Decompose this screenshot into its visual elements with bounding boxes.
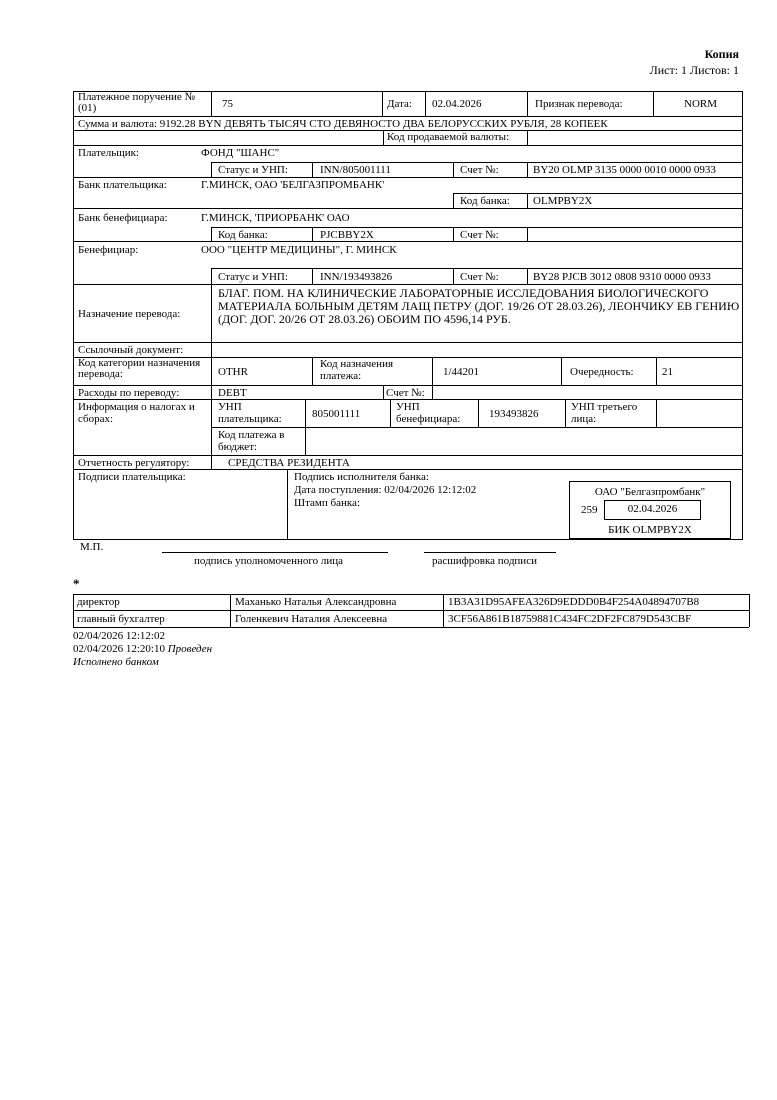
amount-line: Сумма и валюта: 9192.28 BYN ДЕВЯТЬ ТЫСЯЧ СТО ДЕВЯНОСТО ДВА БЕЛОРУССКИХ РУБЛЯ, 28 КОПЕЕК — [78, 118, 608, 130]
payer-bank-code-label: Код банка: — [460, 195, 510, 207]
signer-name: Голенкевич Наталия Алексеевна — [235, 613, 388, 625]
signers-table — [73, 594, 749, 628]
benef-unp: INN/193493826 — [320, 271, 393, 283]
order-title: Платежное поручение № (01) — [78, 91, 196, 114]
benef-unp-label: УНП бенефициара: — [396, 401, 461, 425]
executed-text: Исполнено банком — [73, 656, 159, 668]
tax-label: Информация о налогах и сборах: — [78, 401, 195, 425]
regulator-label: Отчетность регулятору: — [78, 457, 190, 469]
timestamp-1: 02/04/2026 12:12:02 — [73, 630, 165, 642]
order-date: 02.04.2026 — [432, 98, 482, 110]
bank-sign-label: Подпись исполнителя банка: — [294, 471, 429, 483]
category-value: OTHR — [218, 366, 248, 378]
decoding-caption: расшифровка подписи — [432, 555, 537, 567]
beneficiary-name: ООО "ЦЕНТР МЕДИЦИНЫ", Г. МИНСК — [201, 244, 397, 256]
payment-code: 1/44201 — [443, 366, 480, 378]
payer-bank-label: Банк плательщика: — [78, 179, 167, 191]
expenses-value: DEBT — [218, 387, 247, 399]
regulator-value: СРЕДСТВА РЕЗИДЕНТА — [228, 457, 350, 469]
signer-hash: 1B3A31D95AFEA326D9EDDD0B4F254A04894707B8 — [448, 596, 700, 608]
stamp-date: 02.04.2026 — [627, 503, 678, 515]
sheets-label: Лист: 1 Листов: 1 — [649, 63, 739, 77]
payer-account: BY20 OLMP 3135 0000 0010 0000 0933 — [533, 164, 716, 176]
stamp-bank-name: ОАО "Белгазпромбанк" — [594, 486, 706, 498]
date-label: Дата: — [387, 98, 412, 110]
benef-account: BY28 PJCB 3012 0808 9310 0000 0933 — [533, 271, 711, 283]
payer-account-label: Счет №: — [460, 164, 499, 176]
payer-status-unp-label: Статус и УНП: — [218, 164, 288, 176]
beneficiary-label: Бенефициар: — [78, 244, 139, 256]
transfer-sign: NORM — [684, 98, 718, 110]
signer-role: директор — [77, 596, 120, 608]
copy-label: Копия — [704, 47, 739, 61]
tax-benef-unp: 193493826 — [489, 408, 539, 420]
payer-unp: INN/805001111 — [320, 164, 391, 176]
priority-value: 21 — [662, 366, 673, 378]
status-text: Проведен — [167, 643, 213, 655]
category-label: Код категории назначения перевода: — [78, 357, 201, 380]
benef-status-unp-label: Статус и УНП: — [218, 271, 288, 283]
order-number: 75 — [222, 98, 233, 110]
benef-bank-label: Банк бенефициара: — [78, 212, 168, 224]
ref-doc-label: Ссылочный документ: — [78, 344, 184, 356]
expenses-label: Расходы по переводу: — [78, 387, 180, 399]
stamp-number: 259 — [581, 504, 598, 516]
payment-code-label: Код назначения платежа: — [320, 358, 394, 382]
benef-bank-code-label: Код банка: — [218, 229, 268, 241]
purpose-label: Назначение перевода: — [78, 308, 181, 320]
asterisk: * — [73, 576, 80, 591]
benef-bank-code: PJCBBY2X — [320, 229, 374, 241]
purpose-text: БЛАГ. ПОМ. НА КЛИНИЧЕСКИЕ ЛАБОРАТОРНЫЕ ИССЛЕДОВАНИЯ БИОЛОГИЧЕСКОГО МАТЕРИАЛА БОЛЬНЫМ ДЕТЯМ ЛАЩ ПЕТРУ (ДОГ. 19/26 ОТ 28.03.26), ЛЕОНЧИКУ ЕВ ГЕНИЮ (ДОГ. ДОГ. 20/26 ОТ 28.03.26) ОБОИМ ПО 4596,14 РУБ. — [218, 286, 740, 326]
timestamp-2-line — [73, 643, 212, 655]
received-date: Дата поступления: 02/04/2026 12:12:02 — [294, 484, 477, 496]
benef-bank-name: Г.МИНСК, 'ПРИОРБАНК' ОАО — [201, 212, 350, 224]
third-unp-label: УНП третьего лица: — [571, 401, 638, 425]
stamp-label: Штамп банка: — [294, 497, 360, 509]
tax-payer-unp: 805001111 — [312, 408, 361, 420]
payer-bank-code: OLMPBY2X — [533, 195, 593, 207]
signer-role: главный бухгалтер — [77, 613, 165, 625]
benef-bank-account-label: Счет №: — [460, 229, 499, 241]
expenses-account-label: Счет №: — [386, 387, 425, 399]
payer-unp-label: УНП плательщика: — [218, 401, 282, 425]
signer-hash: 3CF56A861B18759881C434FC2DF2FC879D543CBF — [448, 613, 692, 625]
authorized-sign-caption: подпись уполномоченного лица — [194, 555, 343, 567]
payer-bank: Г.МИНСК, ОАО 'БЕЛГАЗПРОМБАНК' — [201, 179, 385, 191]
payer-signatures-label: Подписи плательщика: — [78, 471, 186, 483]
budget-code-label: Код платежа в бюджет: — [218, 429, 285, 453]
sold-currency-label: Код продаваемой валюты: — [387, 131, 510, 143]
benef-account-label: Счет №: — [460, 271, 499, 283]
transfer-sign-label: Признак перевода: — [535, 98, 623, 110]
priority-label: Очередность: — [570, 366, 634, 378]
bank-stamp — [569, 481, 731, 539]
mp-label: М.П. — [80, 541, 104, 553]
payer-name: ФОНД "ШАНС" — [201, 147, 280, 159]
signer-name: Маханько Наталья Александровна — [235, 596, 397, 608]
payer-label: Плательщик: — [78, 147, 139, 159]
stamp-bik: БИК OLMPBY2X — [608, 524, 692, 536]
timestamp-2: 02/04/2026 12:20:10 — [73, 643, 165, 655]
stamp-date-box — [604, 500, 701, 520]
